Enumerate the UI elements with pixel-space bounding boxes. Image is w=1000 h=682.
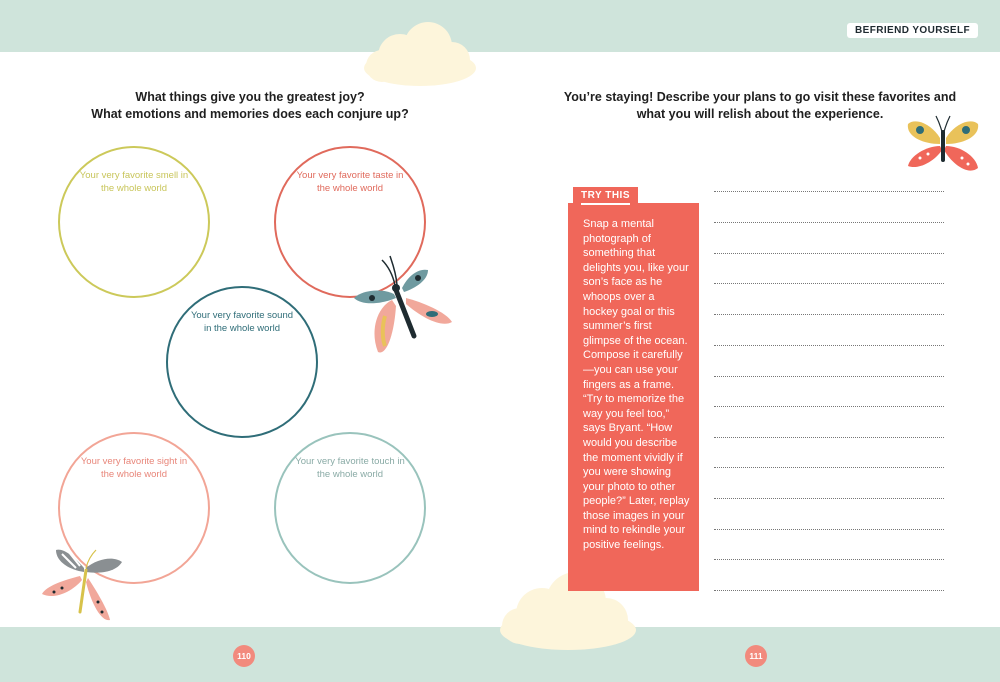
- circle-label: Your very favorite touch in the whole world: [295, 456, 405, 480]
- try-this-label: [573, 187, 638, 208]
- circle-label: Your very favorite sound in the whole world: [190, 310, 294, 334]
- page-number-right: 111: [745, 645, 767, 667]
- try-this-label-text: TRY THIS: [581, 190, 631, 201]
- writing-line[interactable]: [714, 222, 944, 223]
- writing-line[interactable]: [714, 314, 944, 315]
- writing-line[interactable]: [714, 498, 944, 499]
- dragonfly-icon: [352, 252, 456, 358]
- left-question-line2: What emotions and memories does each conjure up?: [91, 107, 409, 121]
- writing-line[interactable]: [714, 467, 944, 468]
- writing-line[interactable]: [714, 283, 944, 284]
- butterfly-icon: [904, 114, 982, 180]
- writing-line[interactable]: [714, 437, 944, 438]
- right-question: [560, 89, 960, 123]
- try-this-body: Snap a mental photograph of something that delights you, like your son’s face as he whoops over a hockey goal or this summer’s first glimpse of the ocean. Compose it carefully—you can use your fingers as a frame. “Try to memorize the way you feel too,” says Bryant. “How would you describe the moment vividly if you were showing your photo to other people?” Later, replay those images in your mind to rekindle your positive feelings.: [583, 218, 690, 552]
- left-question: [70, 89, 430, 123]
- circle-favorite-sound: [166, 286, 318, 438]
- page-number-left: 110: [233, 645, 255, 667]
- writing-line[interactable]: [714, 590, 944, 591]
- writing-line[interactable]: [714, 253, 944, 254]
- right-question-line2: what you will relish about the experience.: [636, 107, 884, 121]
- writing-line[interactable]: [714, 345, 944, 346]
- section-title-badge: BEFRIEND YOURSELF: [847, 23, 978, 38]
- circle-favorite-touch: [274, 432, 426, 584]
- try-this-underline: [581, 203, 630, 205]
- writing-line[interactable]: [714, 376, 944, 377]
- circle-label: Your very favorite sight in the whole world: [80, 456, 188, 480]
- dragonfly-icon: [40, 540, 128, 624]
- writing-line[interactable]: [714, 406, 944, 407]
- cloud-icon: [362, 20, 478, 86]
- right-question-line1: You’re staying! Describe your plans to go visit these favorites and: [563, 90, 957, 104]
- circle-label: Your very favorite taste in the whole world: [296, 170, 404, 194]
- circle-label: Your very favorite smell in the whole world: [79, 170, 189, 194]
- writing-line[interactable]: [714, 191, 944, 192]
- writing-line[interactable]: [714, 529, 944, 530]
- circle-favorite-smell: [58, 146, 210, 298]
- left-question-line1: What things give you the greatest joy?: [135, 90, 365, 104]
- writing-line[interactable]: [714, 559, 944, 560]
